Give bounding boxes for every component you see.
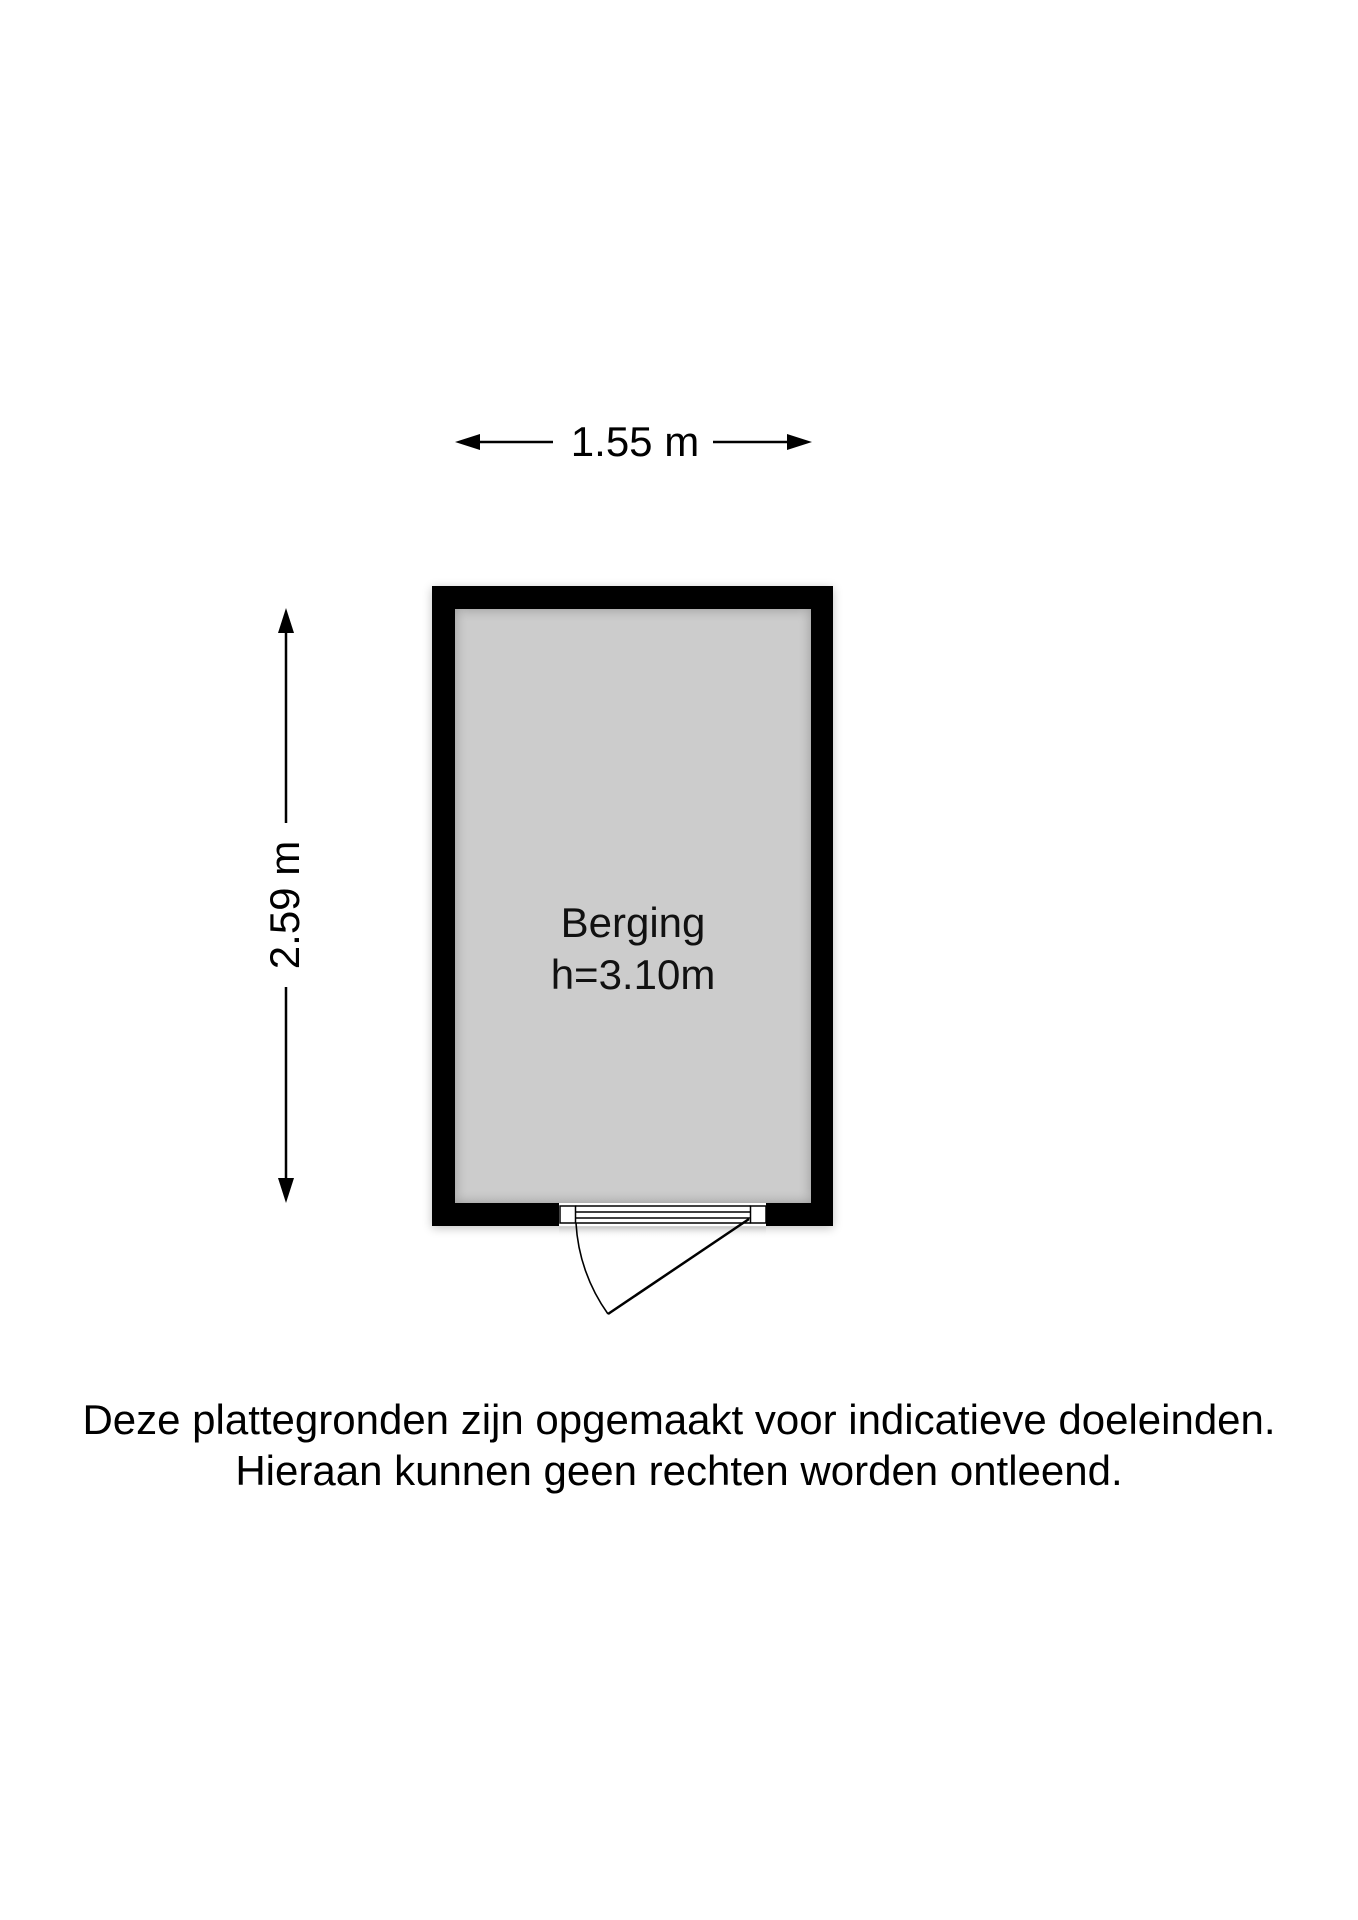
door-swing-arc [576,1223,608,1314]
depth-dimension-label: 2.59 m [261,840,308,970]
width-dimension-label: 1.55 m [570,418,700,465]
room-name: Berging [560,899,706,946]
arrow-left-icon [455,434,480,450]
door [559,1203,766,1314]
disclaimer-line-2: Hieraan kunnen geen rechten worden ontleend. [235,1447,1123,1494]
arrow-down-icon [278,1178,294,1203]
disclaimer [0,1394,1358,1496]
arrow-right-icon [787,434,812,450]
door-jamb-right [751,1206,767,1223]
disclaimer-line-1: Deze plattegronden zijn opgemaakt voor indicatieve doeleinden. [82,1396,1276,1443]
room-label [455,897,811,1001]
room-height: h=3.10m [550,951,716,998]
door-jamb-left [560,1206,576,1223]
arrow-up-icon [278,608,294,633]
